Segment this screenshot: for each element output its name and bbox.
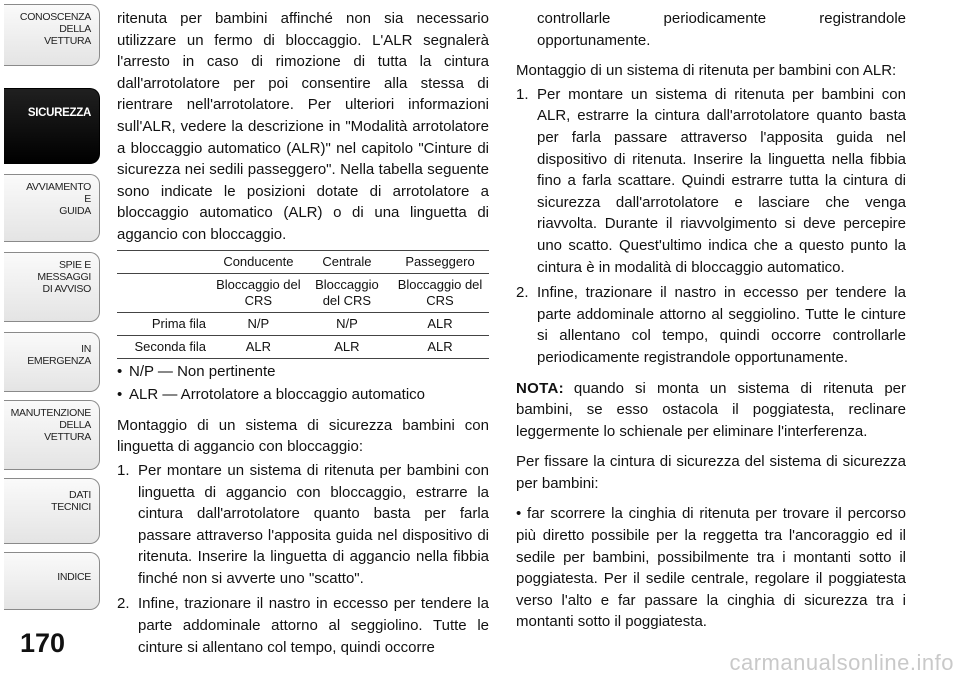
tab-spie-e-messaggi[interactable] xyxy=(4,252,100,322)
step-number: 1. xyxy=(117,461,130,479)
note-text: quando si monta un sistema di ritenuta per bambini, se esso ostacola il poggiatesta, reclinare leggermente lo schienale per eliminare l'interferenza. xyxy=(516,379,906,440)
steps-list xyxy=(516,84,906,369)
table-row-label: Seconda fila xyxy=(134,338,206,354)
tab-label-line: MANUTENZIONE xyxy=(10,407,91,419)
tab-avviamento-e-guida[interactable] xyxy=(4,174,100,242)
table-cell: Bloccaggio del CRS xyxy=(315,276,379,308)
tab-label-line: DELLA xyxy=(59,23,91,35)
table-column-header: Passeggero xyxy=(405,253,475,269)
step-text: Per montare un sistema di ritenuta per bambini con linguetta di aggancio con bloccaggio, estrarre la cintura dall'arrotolatore quanto basta per farla passare attraverso l'apposita guida nel dispositivo di ritenuta. Inserire la linguetta di aggancio nella fibbia finché non si avverte uno "scatto". xyxy=(138,461,489,587)
tab-sicurezza[interactable] xyxy=(4,88,100,164)
seat-position-table xyxy=(117,250,489,359)
tab-label-line: SICUREZZA xyxy=(27,107,91,119)
tab-manutenzione-della-vettura[interactable] xyxy=(4,400,100,470)
continued-text: controllarle periodicamente registrandole opportunamente. xyxy=(537,10,906,49)
watermark: carmanualsonline.info xyxy=(729,650,954,675)
tab-label-line: E xyxy=(84,193,91,205)
table-column-header: Conducente xyxy=(223,253,294,269)
tab-label-line: DI AVVISO xyxy=(42,283,91,295)
chapter-sidebar xyxy=(0,0,104,678)
table-corner-cell xyxy=(117,250,214,273)
legend-item: • N/P — Non pertinente xyxy=(117,361,489,383)
table-cell: ALR xyxy=(427,315,453,331)
tab-label-line: VETTURA xyxy=(44,35,91,47)
table-cell: ALR xyxy=(334,338,360,354)
table-type-row xyxy=(117,273,489,312)
list-item xyxy=(117,460,489,590)
table-row-label: Prima fila xyxy=(151,315,206,331)
page-number: 170 xyxy=(20,628,66,658)
tab-label-line: EMERGENZA xyxy=(27,355,91,367)
note-paragraph xyxy=(516,378,906,443)
right-column xyxy=(516,8,906,633)
tab-label-line: AVVIAMENTO xyxy=(26,181,91,193)
tab-label-line: TECNICI xyxy=(51,501,91,513)
tab-conoscenza-della-vettura[interactable] xyxy=(4,4,100,66)
table-cell: Bloccaggio del CRS xyxy=(216,276,301,308)
intro-paragraph: ritenuta per bambini affinché non sia necessario utilizzare un fermo di bloccaggio. L'ALR segnalerà l'arresto in caso di rimozione di tutta la cintura dall'arrotolatore per poi consentire alla stessa di rientrare nell'arrotolatore. Per ulteriori informazioni sull'ALR, vedere la descrizione in "Modalità arrotolatore a bloccaggio automatico (ALR)" nel capitolo "Cinture di sicurezza nei sedili passeggero". Nella tabella seguente sono indicate le posizioni dotate di arrotolatore a bloccaggio automatico (ALR) o di una linguetta di aggancio con bloccaggio. xyxy=(117,10,489,243)
table-cell: Bloccaggio del CRS xyxy=(397,276,483,308)
table-cell: ALR xyxy=(427,338,453,354)
tab-label-line: CONOSCENZA xyxy=(19,11,91,23)
tab-label-line: GUIDA xyxy=(59,205,91,217)
tab-indice[interactable] xyxy=(4,552,100,610)
section-heading: Montaggio di un sistema di sicurezza bambini con linguetta di aggancio con bloccaggio: xyxy=(117,416,489,456)
paragraph: Per fissare la cintura di sicurezza del sistema di sicurezza per bambini: xyxy=(516,453,906,492)
tab-label-line: MESSAGGI xyxy=(37,271,91,283)
table-row xyxy=(117,335,489,358)
steps-list xyxy=(117,460,489,658)
tab-label-line: DELLA xyxy=(59,419,91,431)
table-row xyxy=(117,312,489,335)
step-text: Per montare un sistema di ritenuta per bambini con ALR, estrarre la cintura dall'arrotolatore quanto basta per farla passare attraverso l'apposita guida nel dispositivo di ritenuta. Inserire la linguetta nella fibbia fino a farla scattare. Quindi estrarre tutta la cintura di sicurezza dall'arrotolatore e lasciare che venga riavvolta. Durante il riavvolgimento si deve percepire uno scatto. Quest'ultimo indica che a questo punto la cintura è in modalità di bloccaggio automatico. xyxy=(537,85,906,276)
step-text: Infine, trazionare il nastro in eccesso per tendere la parte addominale attorno al seggiolino. Tutte le cinture si allentano col tempo, quindi occorre xyxy=(138,595,489,656)
table-cell: ALR xyxy=(245,338,272,354)
table-corner-cell xyxy=(117,273,214,312)
tab-in-emergenza[interactable] xyxy=(4,332,100,392)
bullet-paragraph: • far scorrere la cinghia di ritenuta per trovare il percorso più diretto possibile per la reggetta tra l'ancoraggio ed il sedile per bambini, possibilmente tra i montanti sotto il poggiatesta. Per il sedile centrale, regolare il poggiatesta verso l'alto e far passare la cinghia di sicurezza tra i montanti sotto il poggiatesta. xyxy=(516,505,906,631)
tab-dati-tecnici[interactable] xyxy=(4,478,100,544)
table-column-header: Centrale xyxy=(322,253,372,269)
table-header-row xyxy=(117,250,489,273)
legend-item: • ALR — Arrotolatore a bloccaggio automatico xyxy=(117,384,489,406)
tab-label-line: INDICE xyxy=(57,571,91,583)
step-number: 2. xyxy=(117,595,130,613)
section-heading: Montaggio di un sistema di ritenuta per bambini con ALR: xyxy=(516,62,897,80)
tab-label-line: IN xyxy=(81,343,91,355)
list-item xyxy=(117,593,489,658)
tab-label-line: SPIE E xyxy=(58,259,91,271)
step-number: 2. xyxy=(516,284,529,302)
tab-label-line: VETTURA xyxy=(44,431,91,443)
table-cell: N/P xyxy=(247,315,270,331)
left-column xyxy=(117,8,489,658)
step-number: 1. xyxy=(516,85,529,103)
tab-label-line: DATI xyxy=(69,489,91,501)
step-text: Infine, trazionare il nastro in eccesso per tendere la parte addominale attorno al seggiolino. Tutte le cinture si allentano col tempo, quindi occorre controllarle periodicamente registrandole opportunamente. xyxy=(537,284,906,366)
note-label: NOTA: xyxy=(516,379,564,397)
list-item xyxy=(516,282,906,368)
list-item xyxy=(516,84,906,278)
table-cell: N/P xyxy=(336,315,358,331)
